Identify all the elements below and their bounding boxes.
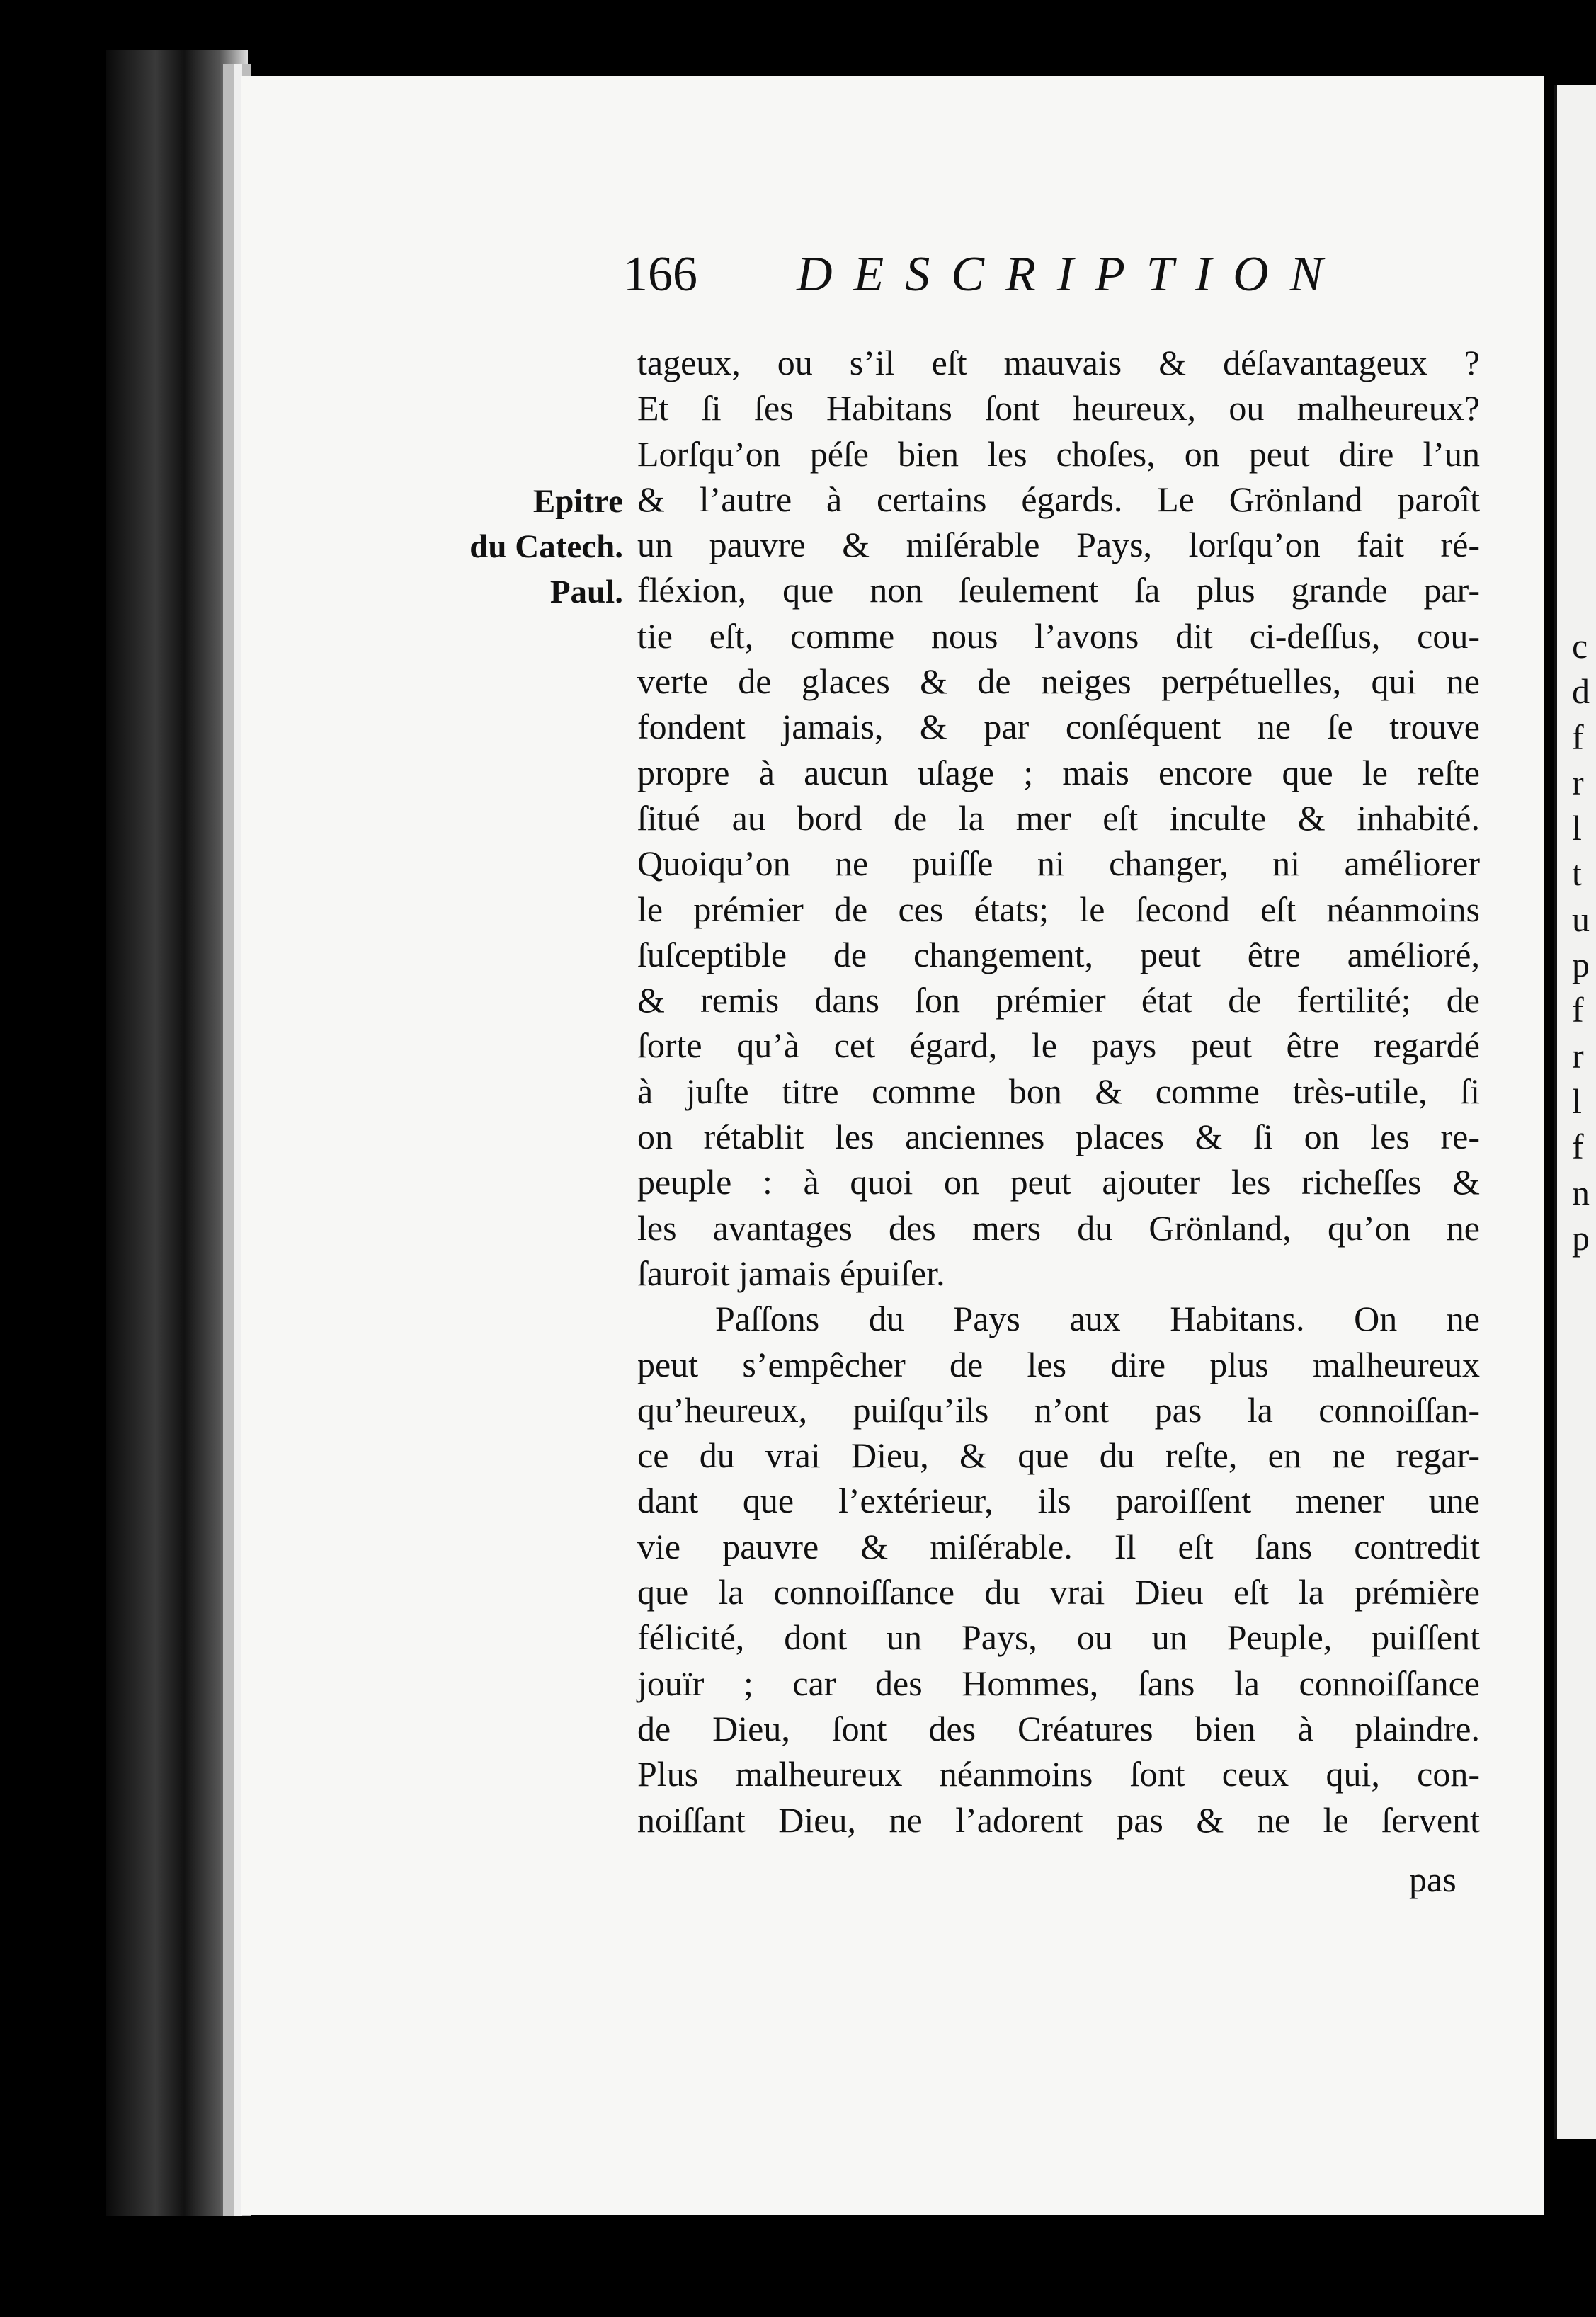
facing-page-text [1572, 170, 1596, 1572]
text-line: noiſſant Dieu, ne l’adorent pas & ne le ſervent [637, 1799, 1480, 1840]
page-header [623, 234, 1459, 319]
margin-note-line: Epitre [532, 483, 623, 520]
facing-page-char: p [1572, 1217, 1590, 1258]
text-line: Paſſons du Pays aux Habitans. On ne [715, 1299, 1480, 1339]
facing-page-char: d [1572, 671, 1590, 712]
facing-page-char: f [1572, 717, 1584, 757]
text-line: tageux, ou s’il eſt mauvais & déſavantageux ? [637, 343, 1480, 382]
facing-page-char: l [1572, 808, 1582, 848]
margin-note-line: Paul. [549, 574, 623, 610]
text-line: les avantages des mers du Grönland, qu’on ne [637, 1207, 1480, 1248]
text-line: peut s’empêcher de les dire plus malheureux [637, 1344, 1480, 1384]
text-line: ce du vrai Dieu, & que du reſte, en ne regar- [637, 1435, 1480, 1476]
text-line: fondent jamais, & par conſéquent ne ſe trouve [637, 707, 1480, 747]
text-line: on rétablit les anciennes places & ſi on les re- [637, 1117, 1480, 1157]
text-line: ſorte qu’à cet égard, le pays peut être regardé [637, 1025, 1480, 1066]
margin-note [453, 479, 623, 615]
facing-page-char: t [1572, 853, 1582, 894]
facing-page-char: f [1572, 1127, 1584, 1167]
text-line: un pauvre & miſérable Pays, lorſqu’on fait ré- [637, 525, 1480, 565]
text-line: peuple : à quoi on peut ajouter les richeſſes & [637, 1162, 1480, 1202]
text-line: tie eſt, comme nous l’avons dit ci-deſſus, cou- [637, 615, 1480, 656]
text-line: jouïr ; car des Hommes, ſans la connoiſſance [637, 1663, 1480, 1703]
text-line: Lorſqu’on péſe bien les choſes, on peut dire l’un [637, 433, 1480, 474]
facing-page-char: l [1572, 1081, 1582, 1121]
text-line: vie pauvre & miſérable. Il eſt ſans contredit [637, 1526, 1480, 1566]
margin-note-line: du Catech. [469, 528, 623, 565]
text-line: Plus malheureux néanmoins ſont ceux qui, con- [637, 1754, 1480, 1794]
text-line: ſuſceptible de changement, peut être amélioré, [637, 934, 1480, 974]
text-line: que la connoiſſance du vrai Dieu eſt la prémière [637, 1572, 1480, 1612]
running-title: DESCRIPTION [797, 247, 1345, 302]
text-line: & l’autre à certains égards. Le Grönland paroît [637, 479, 1480, 519]
page-number: 166 [623, 247, 697, 302]
text-line: dant que l’extérieur, ils paroiſſent mener une [637, 1481, 1480, 1521]
facing-page-char: f [1572, 990, 1584, 1030]
text-line: ſitué au bord de la mer eſt inculte & inhabité. [637, 797, 1480, 838]
text-line: de Dieu, ſont des Créatures bien à plaindre. [637, 1708, 1480, 1748]
facing-page-char: r [1572, 1035, 1584, 1076]
facing-page-char: c [1572, 626, 1588, 666]
text-line: qu’heureux, puiſqu’ils n’ont pas la connoiſſan- [637, 1389, 1480, 1430]
text-line: & remis dans ſon prémier état de fertilité; de [637, 980, 1480, 1020]
text-line: le prémier de ces états; le ſecond eſt néanmoins [637, 889, 1480, 929]
facing-page-char: n [1572, 1172, 1590, 1212]
facing-page-char: r [1572, 762, 1584, 802]
body-text [637, 340, 1480, 1843]
facing-page-spacer [1572, 170, 1596, 623]
facing-page-char: u [1572, 899, 1590, 939]
text-line: Quoiqu’on ne puiſſe ni changer, ni améliorer [637, 843, 1480, 884]
catchword: pas [1409, 1860, 1457, 1899]
text-line: propre à aucun uſage ; mais encore que le reſte [637, 752, 1480, 792]
text-line: fléxion, que non ſeulement ſa plus grande par- [637, 570, 1480, 610]
text-line: ſauroit jamais épuiſer. [637, 1253, 945, 1293]
text-line: félicité, dont un Pays, ou un Peuple, puiſſent [637, 1617, 1480, 1658]
text-line: Et ſi ſes Habitans ſont heureux, ou malheureux? [637, 388, 1480, 428]
text-line: à juſte titre comme bon & comme très-utile, ſi [637, 1071, 1480, 1111]
facing-page-char: p [1572, 945, 1590, 985]
text-line: verte de glaces & de neiges perpétuelles, qui ne [637, 661, 1480, 702]
